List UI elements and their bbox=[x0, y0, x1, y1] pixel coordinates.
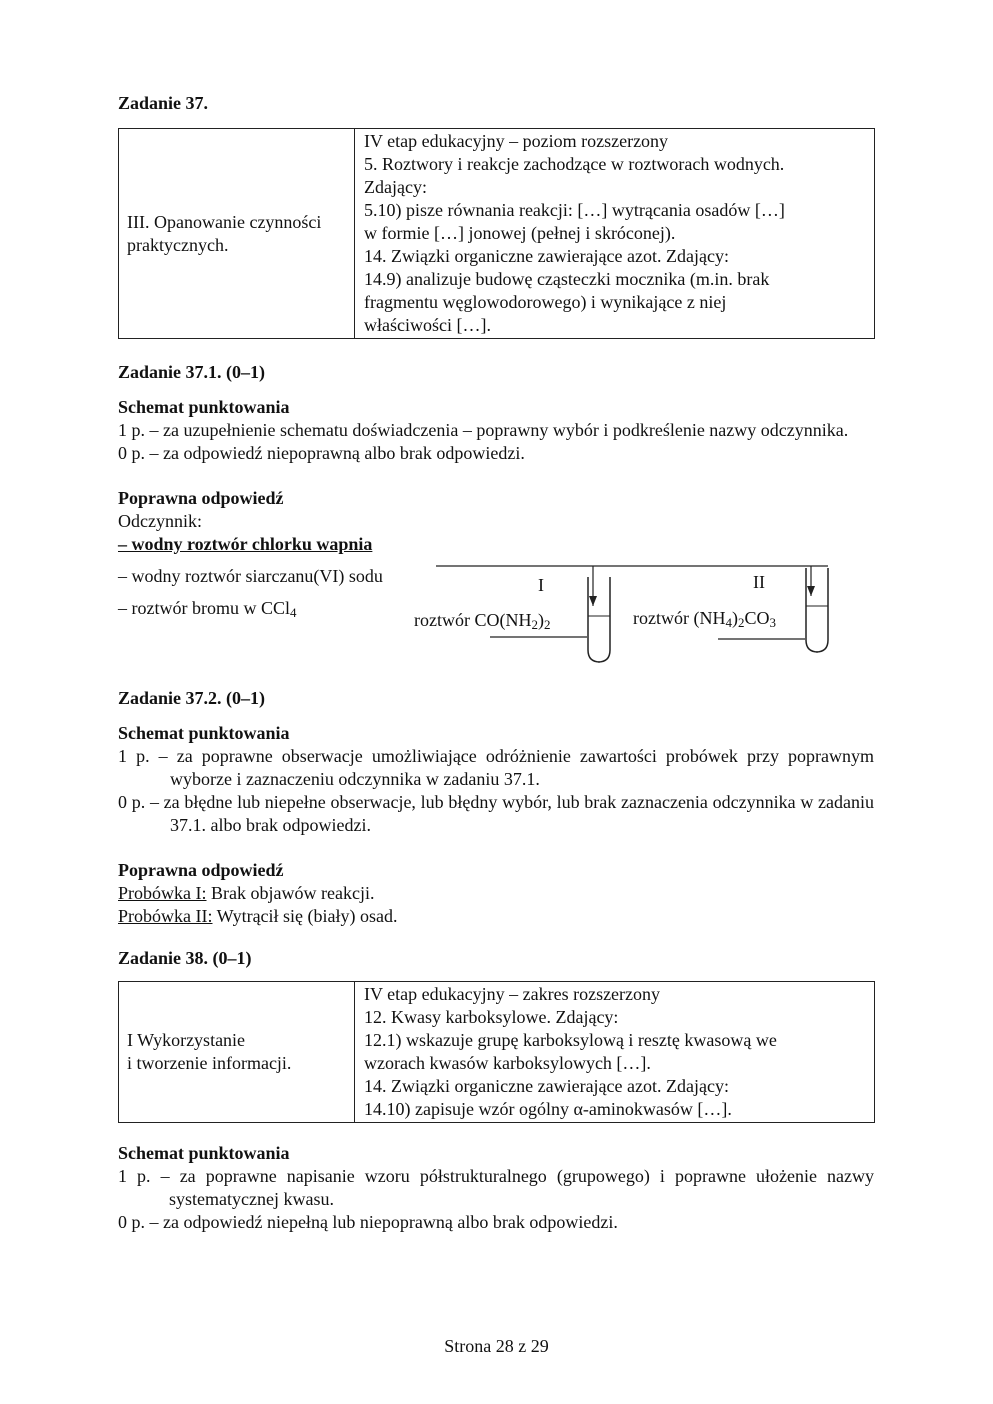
requirement-line: 5. Roztwory i reakcje zachodzące w roztworach wodnych. bbox=[364, 154, 785, 174]
formula-part: ) bbox=[537, 610, 544, 630]
score-text: za poprawne napisanie wzoru półstrukturalnego (grupowego) i poprawne ułożenie nazwy systematycznej kwasu. bbox=[169, 1166, 874, 1209]
subscript: 2 bbox=[543, 617, 551, 632]
score-prefix: 1 p. – bbox=[118, 746, 177, 766]
scoring-scheme-title: Schemat punktowania bbox=[118, 1143, 290, 1163]
reagent-option: – wodny roztwór siarczanu(VI) sodu bbox=[118, 566, 383, 586]
task-38-title: Zadanie 38. (0–1) bbox=[118, 948, 252, 968]
tube-2-label: II bbox=[753, 572, 765, 592]
task-37-2-title: Zadanie 37.2. (0–1) bbox=[118, 688, 266, 708]
scoring-1p bbox=[118, 745, 874, 791]
score-text: za poprawne obserwacje umożliwiające odróżnienie zawartości probówek przy poprawnym wyborze i zaznaczeniu odczynnika w zadaniu 37.1. bbox=[170, 746, 875, 789]
score-prefix: 1 p. – bbox=[118, 420, 163, 440]
requirement-general-line: i tworzenie informacji. bbox=[127, 1053, 292, 1073]
experiment-area bbox=[118, 556, 874, 676]
requirement-line: fragmentu węglowodorowego) i wynikające z niej bbox=[364, 292, 727, 312]
requirement-detailed bbox=[355, 982, 875, 1123]
score-text: za odpowiedź niepełną lub niepoprawną albo brak odpowiedzi. bbox=[163, 1212, 618, 1232]
reagent-option-selected: – wodny roztwór chlorku wapnia bbox=[118, 534, 373, 554]
answer-tube-text: Brak objawów reakcji. bbox=[206, 883, 375, 903]
formula-part: CO bbox=[744, 608, 770, 628]
requirement-general-line: I Wykorzystanie bbox=[127, 1030, 246, 1050]
reagent-label: Odczynnik: bbox=[118, 511, 202, 531]
requirement-line: 5.10) pisze równania reakcji: […] wytrącania osadów […] bbox=[364, 200, 785, 220]
requirement-general bbox=[119, 129, 355, 339]
subscript: 2 bbox=[737, 615, 745, 630]
task-37-requirements-table bbox=[118, 128, 875, 339]
answer-tube-1 bbox=[118, 882, 874, 905]
subscript: 3 bbox=[769, 615, 776, 630]
page-number: Strona 28 z 29 bbox=[444, 1336, 549, 1356]
requirement-line: w formie […] jonowej (pełnej i skróconej). bbox=[364, 223, 676, 243]
score-prefix: 1 p. – bbox=[118, 1166, 180, 1186]
requirement-line: 14. Związki organiczne zawierające azot. Zdający: bbox=[364, 1076, 729, 1096]
tube-1-label: I bbox=[538, 575, 544, 595]
requirement-line: wzorach kwasów karboksylowych […]. bbox=[364, 1053, 651, 1073]
correct-answer-title: Poprawna odpowiedź bbox=[118, 860, 284, 880]
formula-part: roztwór (NH bbox=[633, 608, 726, 628]
test-tube-2 bbox=[806, 568, 828, 652]
formula-part: ) bbox=[731, 608, 738, 628]
scoring-1p bbox=[118, 419, 874, 442]
formula-part: roztwór CO(NH bbox=[414, 610, 532, 630]
scoring-scheme-title: Schemat punktowania bbox=[118, 723, 290, 743]
subscript: 4 bbox=[725, 615, 732, 630]
score-prefix: 0 p. – bbox=[118, 792, 164, 812]
subscript: 2 bbox=[531, 617, 538, 632]
arrow-2-head-icon bbox=[807, 586, 815, 596]
subscript: 4 bbox=[289, 605, 297, 620]
requirement-line: właściwości […]. bbox=[364, 315, 491, 335]
task-37-1-title: Zadanie 37.1. (0–1) bbox=[118, 362, 266, 382]
answer-tube-label: Probówka II: bbox=[118, 906, 213, 926]
requirement-general bbox=[119, 982, 355, 1123]
score-text: za uzupełnienie schematu doświadczenia – poprawny wybór i podkreślenie nazwy odczynnika. bbox=[163, 420, 849, 440]
test-tube-1 bbox=[588, 577, 610, 662]
answer-tube-2 bbox=[118, 905, 874, 928]
scoring-0p bbox=[118, 442, 874, 465]
arrow-1-head-icon bbox=[589, 596, 597, 606]
requirement-line: IV etap edukacyjny – zakres rozszerzony bbox=[364, 984, 661, 1004]
score-text: za odpowiedź niepoprawną albo brak odpowiedzi. bbox=[163, 443, 525, 463]
page-content bbox=[118, 92, 874, 1234]
requirement-line: 14.10) zapisuje wzór ogólny α-aminokwasów […]. bbox=[364, 1099, 732, 1119]
tube-1-solution-label bbox=[414, 609, 550, 632]
requirement-line: IV etap edukacyjny – poziom rozszerzony bbox=[364, 131, 669, 151]
requirement-general-line: praktycznych. bbox=[127, 234, 229, 255]
task-38-requirements-table bbox=[118, 981, 875, 1123]
score-prefix: 0 p. – bbox=[118, 443, 163, 463]
requirement-line: 12.1) wskazuje grupę karboksylową i resztę kwasową we bbox=[364, 1030, 777, 1050]
reagent-option-text: – roztwór bromu w CCl bbox=[118, 598, 290, 618]
requirement-line: 14. Związki organiczne zawierające azot. Zdający: bbox=[364, 246, 729, 266]
scoring-0p bbox=[118, 1211, 874, 1234]
tube-2-solution-label bbox=[633, 607, 776, 630]
scoring-1p bbox=[118, 1165, 874, 1211]
reagent-option bbox=[118, 597, 296, 620]
requirement-line: 14.9) analizuje budowę cząsteczki mocznika (m.in. brak bbox=[364, 269, 770, 289]
scoring-scheme-title: Schemat punktowania bbox=[118, 397, 290, 417]
requirement-detailed bbox=[355, 129, 875, 339]
scoring-0p bbox=[118, 791, 874, 837]
answer-tube-label: Probówka I: bbox=[118, 883, 207, 903]
answer-tube-text: Wytrącił się (biały) osad. bbox=[212, 906, 398, 926]
requirement-line: 12. Kwasy karboksylowe. Zdający: bbox=[364, 1007, 619, 1027]
requirement-line: Zdający: bbox=[364, 177, 427, 197]
score-text: za błędne lub niepełne obserwacje, lub błędny wybór, lub brak zaznaczenia odczynnika w zadaniu 37.1. albo brak odpowiedzi. bbox=[163, 792, 875, 835]
requirement-general-line: III. Opanowanie czynności bbox=[127, 211, 322, 232]
task-37-title: Zadanie 37. bbox=[118, 93, 209, 113]
score-prefix: 0 p. – bbox=[118, 1212, 163, 1232]
correct-answer-title: Poprawna odpowiedź bbox=[118, 488, 284, 508]
